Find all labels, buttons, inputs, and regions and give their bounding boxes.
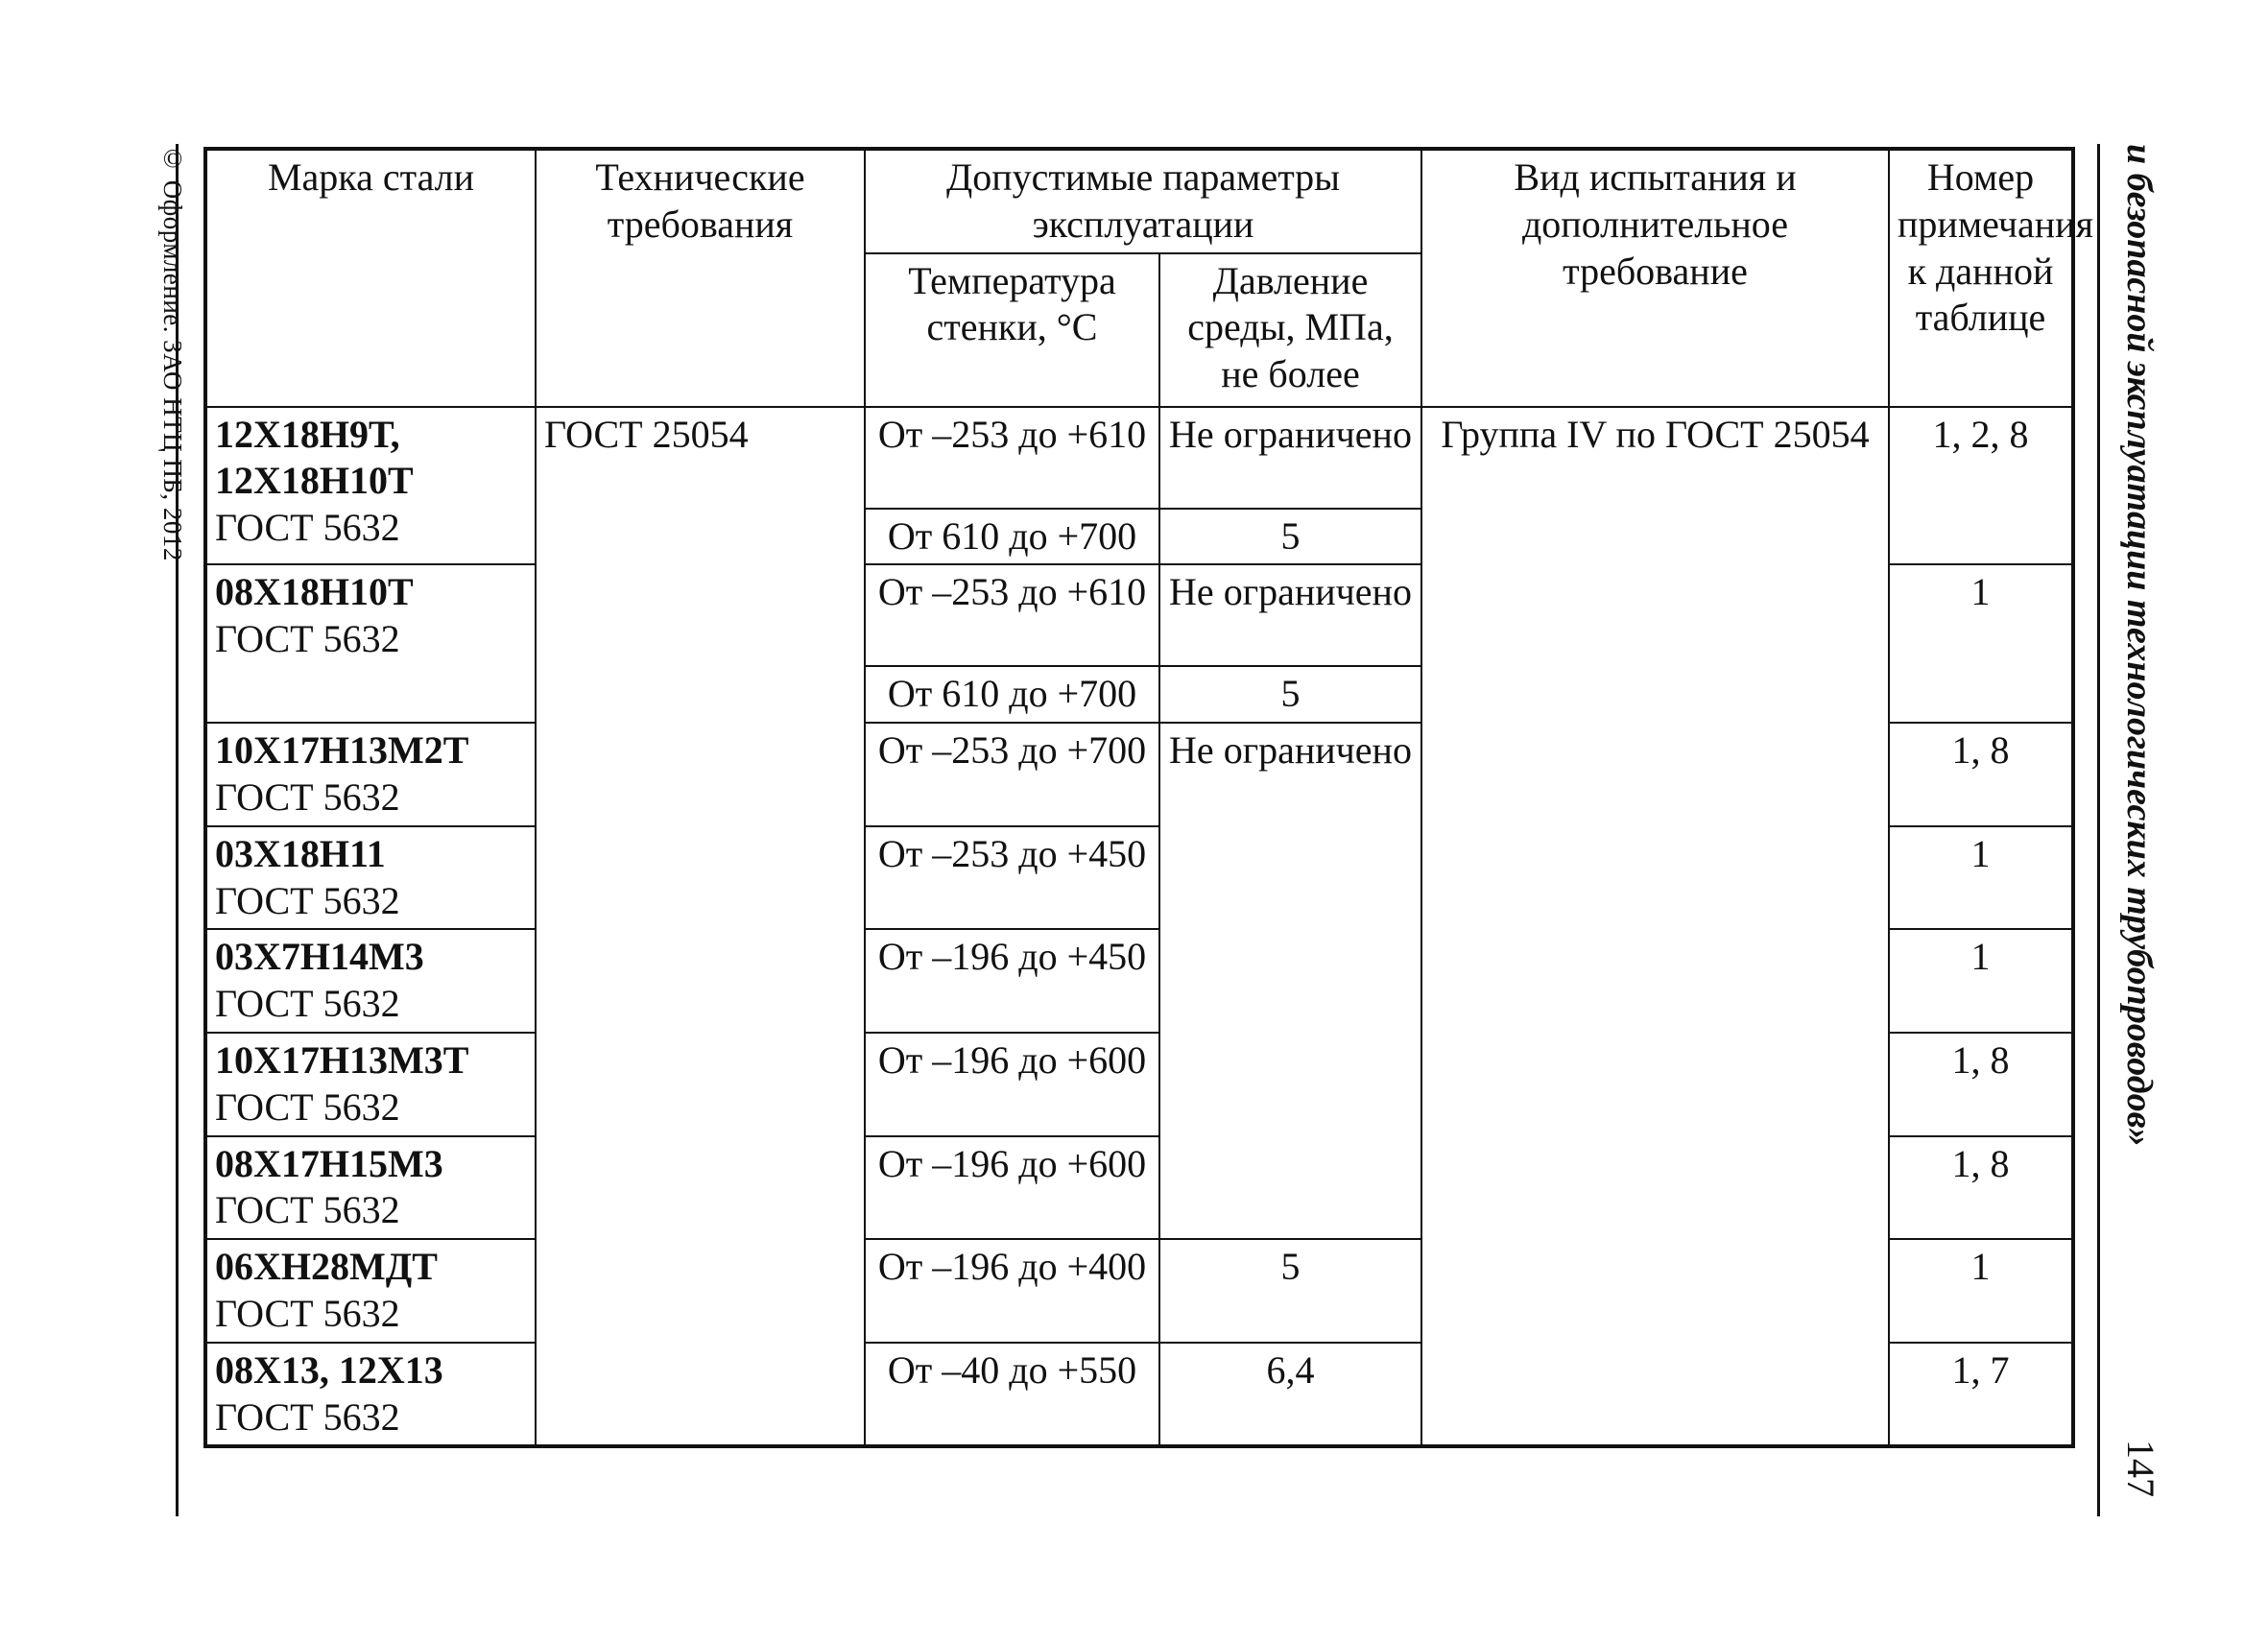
copyright-note: © Оформление. ЗАО НТЦ ПБ, 2012 <box>158 144 187 561</box>
pressure-cell: 5 <box>1159 666 1421 723</box>
temp-cell: От 610 до +700 <box>865 509 1159 565</box>
grade-name: 03Х7Н14М3 <box>215 935 424 979</box>
steel-grades-table <box>203 147 2093 1448</box>
temp-cell: От –40 до +550 <box>865 1343 1159 1447</box>
note-cell: 1 <box>1889 564 2073 723</box>
note-cell: 1 <box>1889 1239 2073 1343</box>
tech-requirements-cell: ГОСТ 25054 <box>536 407 865 1447</box>
pressure-cell: 6,4 <box>1159 1343 1421 1447</box>
temp-cell: От 610 до +700 <box>865 666 1159 723</box>
note-cell: 1, 8 <box>1889 1033 2073 1136</box>
grade-standard: ГОСТ 5632 <box>215 1291 400 1335</box>
grade-name: 08Х17Н15М3 <box>215 1141 443 1185</box>
note-cell: 1 <box>1889 826 2073 930</box>
note-cell: 1, 2, 8 <box>1889 407 2073 565</box>
grade-cell <box>205 1239 536 1343</box>
temp-cell: От –253 до +700 <box>865 723 1159 826</box>
grade-standard: ГОСТ 5632 <box>215 982 400 1026</box>
test-type-cell: Группа IV по ГОСТ 25054 <box>1421 407 1889 1447</box>
grade-cell <box>205 564 536 723</box>
note-cell: 1, 7 <box>1889 1343 2073 1447</box>
grade-name: 08Х13, 12Х13 <box>215 1347 443 1392</box>
pressure-cell: Не ограничено <box>1159 407 1421 509</box>
grade-standard: ГОСТ 5632 <box>215 506 400 550</box>
grade-cell <box>205 1343 536 1447</box>
note-cell: 1, 8 <box>1889 723 2073 826</box>
grade-standard: ГОСТ 5632 <box>215 1188 400 1232</box>
temp-cell: От –253 до +610 <box>865 407 1159 509</box>
grade-name: 06ХН28МДТ <box>215 1245 438 1289</box>
grade-standard: ГОСТ 5632 <box>215 617 400 661</box>
grade-name: 08Х18Н10Т <box>215 570 414 614</box>
pressure-cell: 5 <box>1159 1239 1421 1343</box>
grade-cell <box>205 1136 536 1240</box>
grade-standard: ГОСТ 5632 <box>215 1084 400 1129</box>
grade-standard: ГОСТ 5632 <box>215 1394 400 1439</box>
pressure-cell-unlimited: Не ограничено <box>1159 723 1421 1239</box>
grade-cell <box>205 826 536 930</box>
grade-standard: ГОСТ 5632 <box>215 878 400 922</box>
grade-name: 10Х17Н13М3Т <box>215 1037 469 1082</box>
temp-cell: От –253 до +610 <box>865 564 1159 666</box>
temp-cell: От –253 до +450 <box>865 826 1159 930</box>
pressure-cell: 5 <box>1159 509 1421 565</box>
right-margin-rule <box>2097 144 2100 1516</box>
grade-cell <box>205 929 536 1033</box>
note-cell: 1, 8 <box>1889 1136 2073 1240</box>
temp-cell: От –196 до +450 <box>865 929 1159 1033</box>
header-grade: Марка стали <box>205 149 536 407</box>
temp-cell: От –196 до +600 <box>865 1033 1159 1136</box>
grade-name: 10Х17Н13М2Т <box>215 728 469 773</box>
header-pressure: Давление среды, МПа, не более <box>1159 253 1421 407</box>
header-test-type: Вид испытания и дополнительное требование <box>1421 149 1889 407</box>
grade-cell <box>205 723 536 826</box>
grade-name: 12Х18Н9Т, 12Х18Н10Т <box>215 412 414 503</box>
header-wall-temperature: Температура стенки, °С <box>865 253 1159 407</box>
pressure-cell: Не ограничено <box>1159 564 1421 666</box>
header-operating-params: Допустимые параметры эксплуатации <box>865 149 1421 253</box>
grade-cell <box>205 407 536 565</box>
grade-standard: ГОСТ 5632 <box>215 774 400 819</box>
header-tech-requirements: Технические требования <box>536 149 865 407</box>
header-note-number: Номер примечания к данной таблице <box>1889 149 2073 407</box>
grade-name: 03Х18Н11 <box>215 831 386 875</box>
grade-cell <box>205 1033 536 1136</box>
temp-cell: От –196 до +400 <box>865 1239 1159 1343</box>
note-cell: 1 <box>1889 929 2073 1033</box>
page-number: 147 <box>2119 1440 2162 1497</box>
temp-cell: От –196 до +600 <box>865 1136 1159 1240</box>
running-title: и безопасной эксплуатации технологических трубопроводов» <box>2119 144 2160 1147</box>
